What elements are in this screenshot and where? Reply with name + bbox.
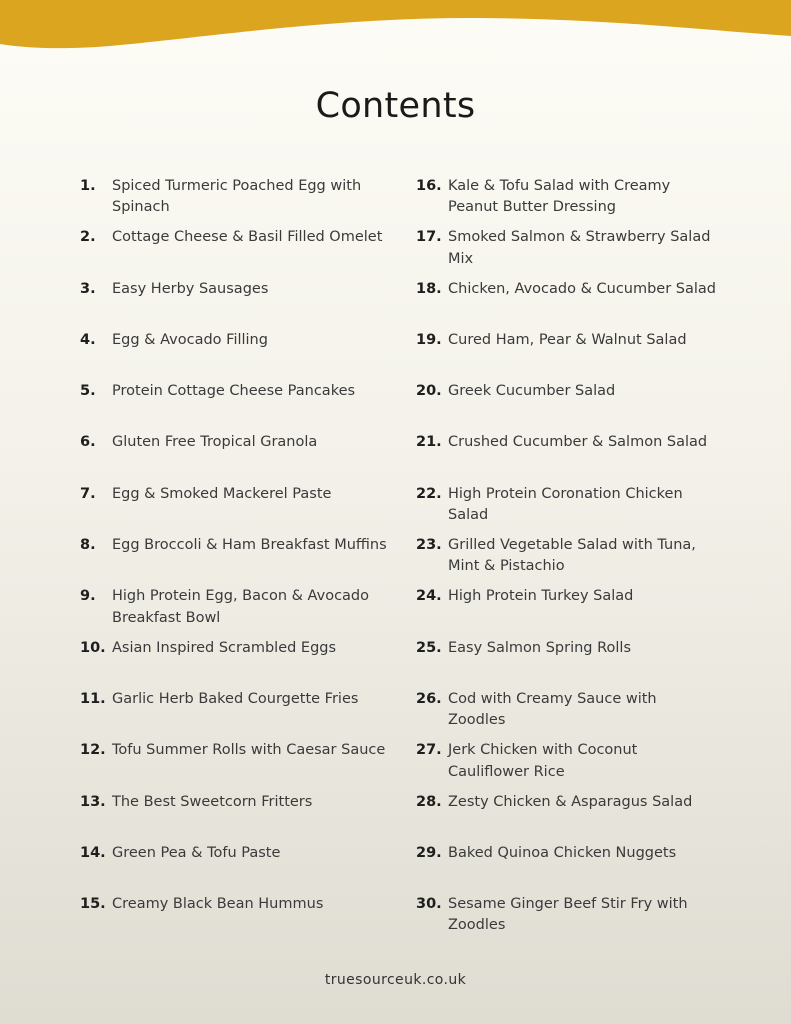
entry-title: High Protein Coronation Chicken Salad — [448, 485, 683, 524]
entry-number: 25. — [416, 639, 442, 656]
entry-title: Kale & Tofu Salad with Creamy Peanut Butter Dressing — [448, 178, 671, 216]
entry-title: Chicken, Avocado & Cucumber Salad — [448, 280, 717, 297]
entry-number: 20. — [416, 383, 442, 400]
entry-title: Zesty Chicken & Asparagus Salad — [448, 793, 693, 810]
contents-entry — [416, 894, 716, 945]
entry-title: High Protein Turkey Salad — [448, 588, 634, 605]
contents-entry — [80, 484, 410, 535]
contents-entry — [80, 432, 410, 483]
entry-number: 17. — [416, 229, 442, 246]
entry-title: Spiced Turmeric Poached Egg with Spinach — [112, 178, 362, 216]
entry-title: Asian Inspired Scrambled Eggs — [112, 639, 337, 656]
contents-entry — [80, 176, 410, 227]
contents-entry — [80, 279, 410, 330]
entry-title: Cod with Creamy Sauce with Zoodles — [448, 690, 657, 729]
page-title: Contents — [315, 86, 476, 126]
entry-title: Egg & Smoked Mackerel Paste — [112, 485, 332, 502]
entry-number: 9. — [80, 588, 96, 605]
entry-number: 13. — [80, 793, 106, 810]
entry-number: 15. — [80, 896, 106, 913]
contents-entry — [80, 535, 410, 586]
contents-entry — [416, 792, 716, 843]
entry-number: 1. — [80, 178, 96, 194]
entry-number: 26. — [416, 690, 442, 707]
entry-title: Grilled Vegetable Salad with Tuna, Mint & Pistachio — [448, 537, 696, 575]
entry-number: 4. — [80, 331, 96, 348]
entry-title: Baked Quinoa Chicken Nuggets — [448, 844, 677, 861]
contents-entry — [416, 279, 716, 330]
entry-title: Jerk Chicken with Coconut Cauliflower Rice — [448, 742, 638, 780]
entry-title: Greek Cucumber Salad — [448, 383, 616, 400]
entry-number: 3. — [80, 280, 96, 297]
entry-number: 21. — [416, 434, 442, 451]
contents-entry — [416, 638, 716, 689]
contents-entry — [416, 484, 716, 535]
contents-entry — [416, 535, 716, 586]
contents-entry — [416, 176, 716, 227]
entry-title: Protein Cottage Cheese Pancakes — [112, 383, 356, 400]
contents-entry — [416, 330, 716, 381]
contents-entry — [80, 894, 410, 945]
contents-entry — [416, 689, 716, 740]
entry-number: 28. — [416, 793, 442, 810]
contents-entry — [80, 843, 410, 894]
entry-number: 19. — [416, 331, 442, 348]
entry-title: Creamy Black Bean Hummus — [112, 896, 324, 913]
entry-number: 2. — [80, 229, 96, 246]
entry-number: 16. — [416, 178, 442, 194]
contents-entry — [80, 792, 410, 843]
entry-title: Crushed Cucumber & Salmon Salad — [448, 434, 708, 451]
entry-title: High Protein Egg, Bacon & Avocado Breakfast Bowl — [112, 588, 370, 626]
entry-title: Easy Salmon Spring Rolls — [448, 639, 632, 656]
contents-entry — [80, 381, 410, 432]
entry-number: 11. — [80, 690, 106, 707]
entry-title: Sesame Ginger Beef Stir Fry with Zoodles — [448, 896, 688, 934]
entry-title: Egg Broccoli & Ham Breakfast Muffins — [112, 537, 387, 554]
entry-title: Cottage Cheese & Basil Filled Omelet — [112, 229, 383, 246]
contents-entry — [416, 740, 716, 791]
contents-entry — [80, 227, 410, 278]
entry-title: The Best Sweetcorn Fritters — [112, 793, 313, 810]
entry-number: 24. — [416, 588, 442, 605]
contents-entry — [80, 689, 410, 740]
entry-number: 18. — [416, 280, 442, 297]
entry-number: 22. — [416, 485, 442, 502]
contents-column-left — [80, 176, 410, 945]
entry-number: 12. — [80, 742, 106, 759]
contents-entry — [80, 586, 410, 637]
header-wave-banner — [0, 0, 791, 70]
entry-title: Egg & Avocado Filling — [112, 331, 268, 348]
contents-entry — [80, 330, 410, 381]
entry-number: 6. — [80, 434, 96, 451]
entry-number: 30. — [416, 896, 442, 913]
entry-number: 5. — [80, 383, 96, 400]
contents-entry — [80, 740, 410, 791]
entry-title: Garlic Herb Baked Courgette Fries — [112, 690, 359, 707]
contents-entry — [416, 381, 716, 432]
entry-title: Smoked Salmon & Strawberry Salad Mix — [448, 229, 711, 267]
entry-number: 8. — [80, 537, 96, 554]
entry-number: 10. — [80, 639, 106, 656]
contents-entry — [416, 432, 716, 483]
entry-number: 23. — [416, 537, 442, 554]
entry-number: 14. — [80, 844, 106, 861]
contents-entry — [416, 843, 716, 894]
entry-title: Tofu Summer Rolls with Caesar Sauce — [112, 742, 386, 759]
contents-entry — [80, 638, 410, 689]
entry-number: 27. — [416, 742, 442, 759]
entry-title: Gluten Free Tropical Granola — [112, 434, 318, 451]
entry-title: Easy Herby Sausages — [112, 280, 269, 297]
contents-column-right — [416, 176, 716, 945]
entry-title: Cured Ham, Pear & Walnut Salad — [448, 331, 687, 348]
contents-entry — [416, 586, 716, 637]
entry-title: Green Pea & Tofu Paste — [112, 844, 281, 861]
contents-entry — [416, 227, 716, 278]
entry-number: 7. — [80, 485, 96, 502]
footer-website: truesourceuk.co.uk — [324, 972, 467, 988]
entry-number: 29. — [416, 844, 442, 861]
